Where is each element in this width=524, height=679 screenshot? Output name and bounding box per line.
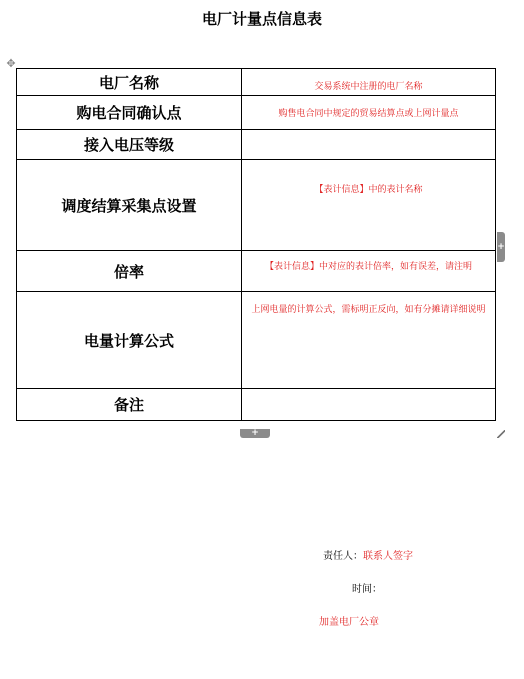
table-row: [17, 389, 496, 421]
info-table: [16, 68, 496, 421]
row-label-plant-name[interactable]: 电厂名称: [17, 69, 242, 96]
table-resize-icon[interactable]: [497, 430, 505, 438]
responsible-line: [323, 547, 413, 562]
table-row: [17, 96, 496, 130]
row-label-contract-point[interactable]: 购电合同确认点: [17, 96, 242, 130]
table-row: [17, 69, 496, 96]
table-row: [17, 130, 496, 160]
row-value-plant-name[interactable]: 交易系统中注册的电厂名称: [242, 69, 496, 96]
table-move-icon[interactable]: ✥: [6, 57, 16, 70]
row-value-remarks[interactable]: [242, 389, 496, 421]
row-value-collection-point[interactable]: 【表计信息】中的表计名称: [242, 160, 496, 251]
time-line: [352, 580, 382, 595]
seal-line: [319, 613, 379, 628]
document-title: 电厂计量点信息表: [201, 10, 322, 28]
row-label-formula[interactable]: 电量计算公式: [17, 292, 242, 389]
row-label-collection-point[interactable]: 调度结算采集点设置: [17, 160, 242, 251]
time-label[interactable]: 时间：: [352, 584, 382, 595]
table-row: [17, 251, 496, 292]
add-column-plus-icon[interactable]: +: [497, 232, 505, 262]
row-value-multiplier[interactable]: 【表计信息】中对应的表计倍率，如有误差，请注明: [242, 251, 496, 292]
responsible-value[interactable]: 联系人签字: [363, 551, 413, 562]
table-row: [17, 160, 496, 251]
row-value-voltage-level[interactable]: [242, 130, 496, 160]
row-label-remarks[interactable]: 备注: [17, 389, 242, 421]
row-label-voltage-level[interactable]: 接入电压等级: [17, 130, 242, 160]
row-value-contract-point[interactable]: 购售电合同中规定的贸易结算点或上网计量点: [242, 96, 496, 130]
seal-text[interactable]: 加盖电厂公章: [319, 617, 379, 628]
table-row: [17, 292, 496, 389]
row-value-formula[interactable]: 上网电量的计算公式，需标明正反向，如有分摊请详细说明: [242, 292, 496, 389]
responsible-label: 责任人：: [323, 551, 363, 562]
row-label-multiplier[interactable]: 倍率: [17, 251, 242, 292]
add-row-plus-icon[interactable]: +: [240, 429, 270, 438]
